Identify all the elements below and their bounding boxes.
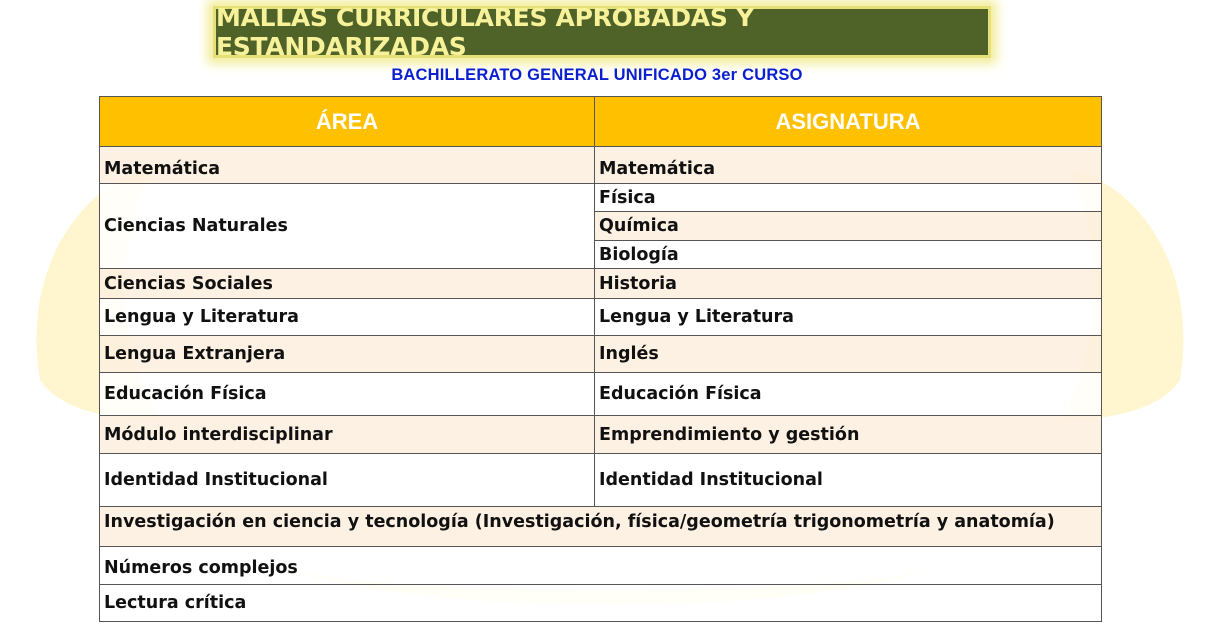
table-row (100, 585, 1102, 622)
title-banner (213, 3, 991, 61)
subject-cell: Lengua y Literatura (595, 299, 1102, 336)
subject-cell: Educación Física (595, 373, 1102, 416)
table-header-row (100, 97, 1102, 147)
subject-cell: Identidad Institucional (595, 454, 1102, 507)
subject-cell: Física (595, 184, 1102, 212)
subject-cell: Matemática (595, 147, 1102, 184)
subject-cell: Química (595, 212, 1102, 241)
table-row (100, 184, 1102, 212)
subject-cell: Historia (595, 269, 1102, 299)
table-row (100, 454, 1102, 507)
subject-cell: Emprendimiento y gestión (595, 416, 1102, 454)
table-row (100, 147, 1102, 184)
header-area: ÁREA (100, 97, 595, 147)
table-row (100, 373, 1102, 416)
extra-row-cell: Lectura crítica (100, 585, 1102, 622)
area-cell: Ciencias Sociales (100, 269, 595, 299)
header-asignatura: ASIGNATURA (595, 97, 1102, 147)
area-cell: Educación Física (100, 373, 595, 416)
subject-cell: Biología (595, 241, 1102, 269)
subject-cell: Inglés (595, 336, 1102, 373)
table-row (100, 507, 1102, 547)
area-cell: Lengua Extranjera (100, 336, 595, 373)
table-row (100, 299, 1102, 336)
area-cell: Ciencias Naturales (100, 184, 595, 269)
table-row (100, 336, 1102, 373)
table-row (100, 269, 1102, 299)
area-cell: Módulo interdisciplinar (100, 416, 595, 454)
area-cell: Identidad Institucional (100, 454, 595, 507)
extra-row-cell: Investigación en ciencia y tecnología (Investigación, física/geometría trigonometría y anatomía) (100, 507, 1102, 547)
extra-row-cell: Números complejos (100, 547, 1102, 585)
page-title: MALLAS CURRICULARES APROBADAS Y ESTANDARIZADAS (216, 3, 754, 61)
area-cell: Lengua y Literatura (100, 299, 595, 336)
table-row (100, 547, 1102, 585)
curriculum-table (99, 96, 1102, 622)
subtitle: BACHILLERATO GENERAL UNIFICADO 3er CURSO (391, 66, 803, 84)
table-row (100, 416, 1102, 454)
area-cell: Matemática (100, 147, 595, 184)
